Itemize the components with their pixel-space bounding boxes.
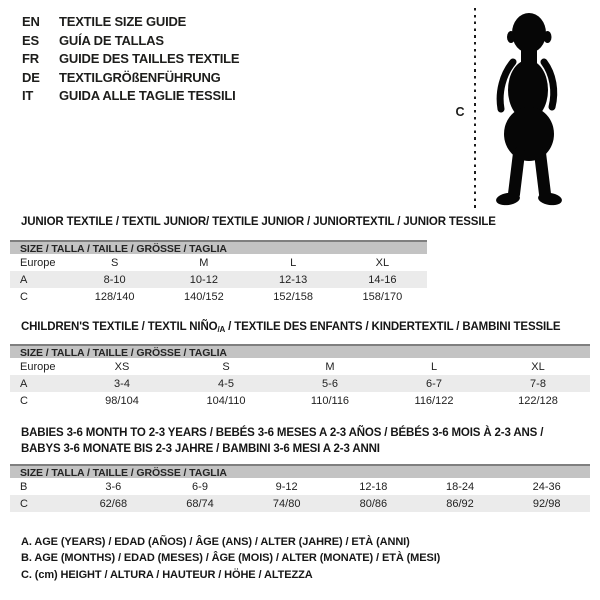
language-row-it xyxy=(22,87,239,106)
table-cell: 116/122 xyxy=(414,394,454,407)
table-cell: 140/152 xyxy=(183,290,224,303)
title-line-2: BABYS 3-6 MONATE BIS 2-3 JAHRE / BAMBINI 3-6 MESI A 2-3 ANNI xyxy=(21,443,380,455)
row-label: Europe xyxy=(20,256,56,269)
table-cell: 3-4 xyxy=(114,377,130,390)
language-row-en xyxy=(22,13,239,32)
junior-table-title: JUNIOR TEXTILE / TEXTIL JUNIOR/ TEXTILE JUNIOR / JUNIORTEXTIL / JUNIOR TESSILE xyxy=(21,216,496,228)
baby-silhouette-image xyxy=(483,8,572,208)
language-code: EN xyxy=(22,14,40,29)
row-label: Europe xyxy=(20,360,56,373)
table-row-a xyxy=(10,375,590,392)
table-cell: 158/170 xyxy=(362,290,403,303)
table-cell: 104/110 xyxy=(206,394,246,407)
footnote-a: A. AGE (YEARS) / EDAD (AÑOS) / ÂGE (ANS) / ALTER (JAHRE) / ETÀ (ANNI) xyxy=(21,536,410,548)
table-cell: 80/86 xyxy=(359,497,388,510)
table-cell: 10-12 xyxy=(189,273,218,286)
row-label: C xyxy=(20,290,28,303)
language-title: TEXTILGRÖßENFÜHRUNG xyxy=(59,69,221,85)
row-label: C xyxy=(20,394,28,407)
language-code: FR xyxy=(22,51,39,67)
table-cell: 86/92 xyxy=(446,497,474,510)
table-row-c xyxy=(10,392,590,409)
table-cell: 92/98 xyxy=(532,497,561,510)
size-header-bar: SIZE / TALLA / TAILLE / GRÖSSE / TAGLIA xyxy=(10,344,590,358)
table-cell: 4-5 xyxy=(218,377,234,390)
table-cell: S xyxy=(110,256,119,269)
language-code: IT xyxy=(22,88,34,104)
row-label: B xyxy=(20,480,28,493)
table-cell: 12-18 xyxy=(359,480,388,493)
table-cell: S xyxy=(222,360,230,373)
table-cell: XL xyxy=(531,360,545,373)
table-cell: XS xyxy=(114,360,130,373)
table-cell: 9-12 xyxy=(275,480,298,493)
children-size-table xyxy=(10,344,590,409)
size-header-bar: SIZE / TALLA / TAILLE / GRÖSSE / TAGLIA xyxy=(10,464,590,478)
language-list xyxy=(22,13,239,106)
language-row-de xyxy=(22,69,239,88)
table-row-c xyxy=(10,495,590,512)
table-cell: 110/116 xyxy=(310,394,350,407)
language-title: TEXTILE SIZE GUIDE xyxy=(59,14,187,29)
language-code: ES xyxy=(22,32,39,48)
table-row-europe xyxy=(10,254,427,271)
table-cell: 74/80 xyxy=(272,497,301,510)
babies-table-title xyxy=(21,425,600,457)
table-cell: 152/158 xyxy=(273,290,313,303)
language-title: GUIDE DES TAILLES TEXTILE xyxy=(59,51,240,67)
children-table-title xyxy=(21,321,560,334)
title-part: CHILDREN'S TEXTILE / TEXTIL NIÑO xyxy=(21,321,218,333)
language-row-es xyxy=(22,32,239,51)
table-row-b xyxy=(10,478,590,495)
table-row-europe xyxy=(10,358,590,375)
table-cell: 5-6 xyxy=(322,377,338,390)
table-cell: XL xyxy=(375,256,390,269)
babies-size-table xyxy=(10,464,590,512)
table-row-c xyxy=(10,288,427,305)
row-label: A xyxy=(20,273,28,286)
table-cell: M xyxy=(199,256,209,269)
footnote-c: C. (cm) HEIGHT / ALTURA / HAUTEUR / HÖHE / ALTEZZA xyxy=(21,568,313,581)
table-cell: 6-7 xyxy=(426,377,442,390)
table-cell: L xyxy=(290,256,297,269)
table-row-a xyxy=(10,271,427,288)
junior-size-table xyxy=(10,240,427,305)
title-line-1: BABIES 3-6 MONTH TO 2-3 YEARS / BEBÉS 3-6 MESES A 2-3 AÑOS / BÉBÉS 3-6 MOIS À 2-3 ANS / xyxy=(21,427,544,439)
table-cell: M xyxy=(325,360,335,373)
height-measure-dotted-line xyxy=(474,8,476,208)
table-cell: 12-13 xyxy=(279,273,308,286)
row-label: C xyxy=(20,497,28,510)
table-cell: 6-9 xyxy=(192,480,208,493)
table-cell: 24-36 xyxy=(532,480,561,493)
measure-label-c: C xyxy=(455,105,465,119)
footnote-b: B. AGE (MONTHS) / EDAD (MESES) / ÂGE (MOIS) / ALTER (MONATE) / ETÀ (MESI) xyxy=(21,552,441,565)
table-cell: 3-6 xyxy=(105,480,122,493)
footnotes xyxy=(21,534,440,583)
language-title: GUÍA DE TALLAS xyxy=(59,32,164,48)
table-cell: 8-10 xyxy=(103,273,126,286)
language-row-fr xyxy=(22,50,239,69)
language-title: GUIDA ALLE TAGLIE TESSILI xyxy=(59,88,236,104)
row-label: A xyxy=(20,377,28,390)
table-cell: 14-16 xyxy=(368,273,397,286)
table-cell: 68/74 xyxy=(186,497,214,510)
table-cell: 62/68 xyxy=(99,497,128,510)
table-cell: L xyxy=(430,360,438,373)
size-header-bar: SIZE / TALLA / TAILLE / GRÖSSE / TAGLIA xyxy=(10,240,427,254)
table-cell: 7-8 xyxy=(530,377,546,390)
language-code: DE xyxy=(22,69,40,85)
table-cell: 128/140 xyxy=(94,290,135,303)
table-cell: 122/128 xyxy=(518,394,558,407)
table-cell: 18-24 xyxy=(445,480,475,493)
table-cell: 98/104 xyxy=(105,394,139,407)
title-part: / TEXTILE DES ENFANTS / KINDERTEXTIL / BAMBINI TESSILE xyxy=(225,321,561,333)
title-subscript: /A xyxy=(217,325,226,334)
